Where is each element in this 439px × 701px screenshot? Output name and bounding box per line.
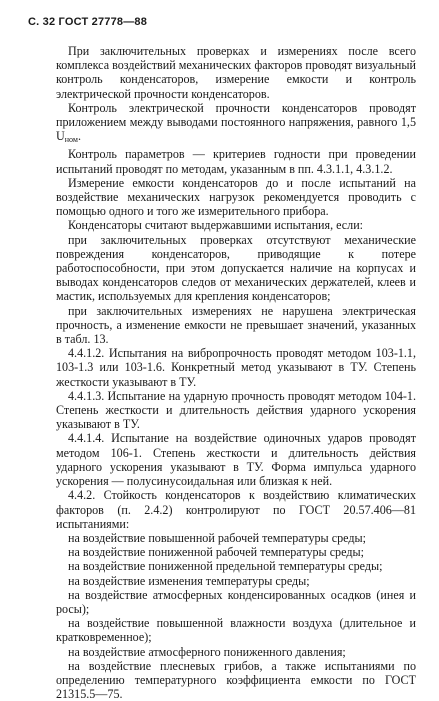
- voltage-suffix: .: [77, 129, 81, 144]
- list-item-condensation: на воздействие атмосферных конденсированных осадков (инея и росы);: [56, 587, 416, 616]
- list-item-humidity: на воздействие повышенной влажности воздуха (длительное и кратковременное);: [56, 616, 416, 645]
- paragraph-capacitance-measurement: Измерение емкости конденсаторов до и после испытаний на воздействие механических нагрузок рекомендуется проводить с помощью одного и того же измерительного прибора.: [56, 175, 416, 219]
- paragraph-4-4-1-3: 4.4.1.3. Испытание на ударную прочность проводят методом 104-1. Степень жесткости и длительность действия ударного ускорения указывают в ТУ.: [56, 388, 416, 432]
- paragraph-4-4-1-2: 4.4.1.2. Испытания на вибропрочность проводят методом 103-1.1, 103-1.3 или 103-1.6. Конкретный метод указывают в ТУ. Степень жесткости указывают в ТУ.: [56, 346, 416, 389]
- paragraph-pass-criteria: Конденсаторы считают выдержавшими испытания, если:: [68, 218, 364, 233]
- paragraph-electric-strength-text: Контроль электрической прочности конденсаторов проводят приложением между выводами постоянного напряжения, равного 1,5 U: [56, 100, 416, 144]
- paragraph-electric-strength: [56, 101, 416, 148]
- paragraph-4-4-2: 4.4.2. Стойкость конденсаторов к воздействию климатических факторов (п. 2.4.2) контролируют по ГОСТ 20.57.406—81 испытаниями:: [56, 488, 416, 531]
- list-item-low-temp: на воздействие пониженной рабочей температуры среды;: [68, 545, 364, 560]
- list-item-low-limit-temp: на воздействие пониженной предельной температуры среды;: [68, 559, 383, 574]
- page-header: С. 32 ГОСТ 27778—88: [28, 16, 148, 28]
- document-body: [56, 44, 416, 701]
- list-item-low-pressure: на воздействие атмосферного пониженного давления;: [68, 644, 346, 659]
- list-item-temp-change: на воздействие изменения температуры среды;: [68, 573, 310, 588]
- paragraph-criteria-electrical: при заключительных измерениях не нарушена электрическая прочность, а изменение емкости не превышает значений, указанных в табл. 13.: [56, 303, 416, 347]
- paragraph-final-checks: При заключительных проверках и измерениях после всего комплекса воздействий механических факторов проводят визуальный контроль конденсаторов, измерение емкости и контроль электрической прочности конденсаторов.: [56, 44, 416, 101]
- list-item-mold-fungi: на воздействие плесневых грибов, а также испытаниями по определению температурного коэффициента емкости по ГОСТ 21315.5—75.: [56, 658, 416, 701]
- paragraph-4-4-1-4: 4.4.1.4. Испытание на воздействие одиночных ударов проводят методом 106-1. Степень жесткости и длительность действия ударного ускорения указывают в ТУ. Форма импульса ударного ускорения — полусинусоидальная или близкая к ней.: [56, 431, 416, 489]
- voltage-subscript: ном: [64, 135, 78, 145]
- paragraph-parameter-control: Контроль параметров — критериев годности при проведении испытаний проводят по методам, указанным в пп. 4.3.1.1, 4.3.1.2.: [56, 147, 416, 176]
- list-item-high-temp: на воздействие повышенной рабочей температуры среды;: [68, 530, 366, 545]
- paragraph-criteria-mechanical: при заключительных проверках отсутствуют механические повреждения конденсаторов, приводящие к потере работоспособности, при этом допускается наличие на корпусах и выводах конденсаторов следов от механических держателей, клеев и мастик, используемых для крепления конденсаторов;: [56, 232, 416, 304]
